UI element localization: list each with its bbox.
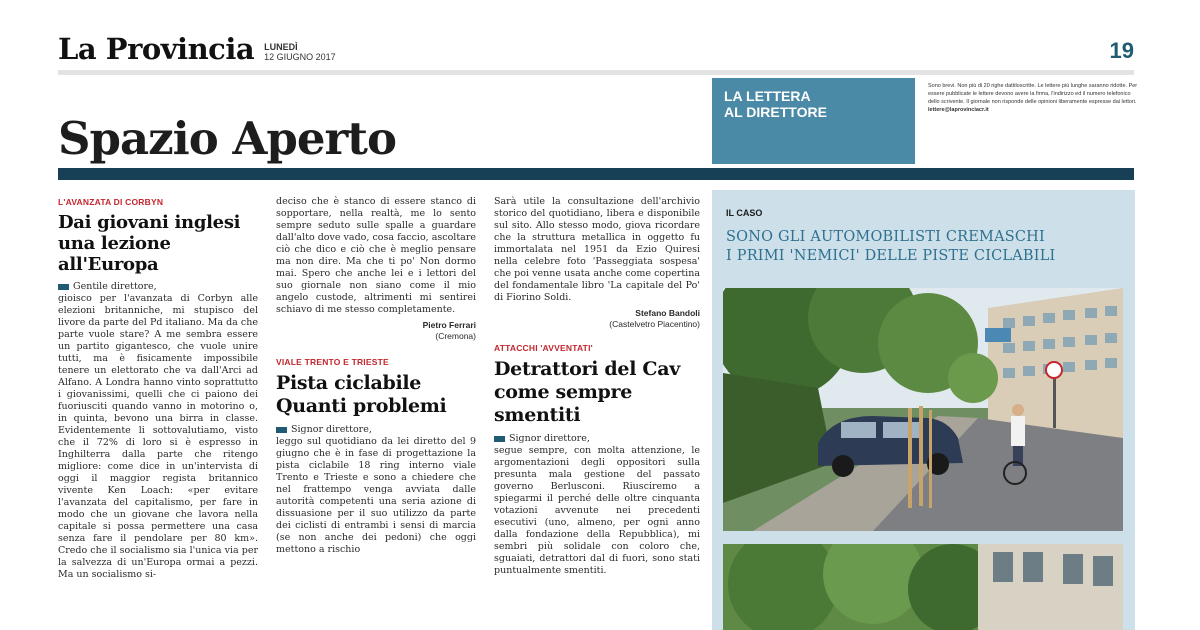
article-text: deciso che è stanco di essere stanco di sopportare, nella realtà, me lo sento sempre seduto sulle spalle a guardare dall'alto dove vado, cosa faccio, ascoltare ciò che dico e ciò che è meglio pensare ma non dire. Ma che ti po' Non dormo mai. Spero che anche lei e i lettori del suo giornale non siano come il mio angelo custode, altrimenti mi sentirei schiavo di me stesso completamente.: [276, 196, 476, 315]
article-body: [494, 433, 700, 577]
letter-box-title-line2: AL DIRETTORE: [724, 104, 827, 120]
page-number: 19: [1109, 38, 1134, 63]
street-photo-illustration: [723, 288, 1123, 531]
article-body: [58, 281, 258, 581]
section-divider: [58, 168, 1134, 180]
letter-salutation: Gentile direttore,: [58, 281, 258, 293]
section-title: Spazio Aperto: [58, 112, 396, 165]
headline-line: come sempre smentiti: [494, 381, 633, 426]
letter-guidelines: [928, 82, 1140, 114]
letter-signature: [276, 320, 476, 342]
article-headline: [276, 372, 476, 418]
column-3: [494, 196, 700, 630]
signature-place: (Cremona): [435, 331, 476, 341]
letter-salutation: Signor direttore,: [494, 433, 700, 445]
letter-box-title-line1: LA LETTERA: [724, 88, 811, 104]
case-title-line: I PRIMI 'NEMICI' DELLE PISTE CICLABILI: [726, 248, 1056, 264]
letter-guidelines-text: Sono brevi. Non più di 20 righe dattiloscritte. Le lettere più lunghe saranno ridotte. Per essere pubblicate le lettere devono avere la firma, l'indirizzo ed il numero telefonico dello scrivente. Il giornale non risponde delle opinioni liberamente espresse dai lettori.: [928, 83, 1138, 105]
column-1: [58, 196, 258, 630]
letter-signature: [494, 308, 700, 330]
headline-line: una lezione all'Europa: [58, 233, 171, 275]
case-title: [726, 228, 1126, 266]
signature-name: Pietro Ferrari: [422, 320, 476, 330]
article-text: gioisco per l'avanzata di Corbyn alle elezioni britanniche, mi stupisco del livore da parte del Pd italiano. Ma da che parte vuole stare? A me sembra essere un partito gigantesco, che vuole unire tutti, ma è fisicamente impossibile tenere un elettorato che va dall'Arci ad Alfano. A Londra hanno vinto soprattutto i giovanissimi, quelli che ci paiono dei fuoriusciti quando vanno in motorino o, in quinta, bevono una birra in classe. Evidentemente li sottovalutiamo, visto che il 72% di loro si è espresso in Inghilterra dalla parte che ritengo migliore: come dice in un'intervista di oggi il maggior regista britannico vivente Ken Loach: «per evitare l'avanzata del capitalismo, per fare in modo che un giovane che lavora nella capitale si possa permettere una casa senza fare il pendolare per 80 km». Credo che il socialismo sia l'unica via per la salvezza di un'Europa ormai a pezzi. Ma un socialismo si-: [58, 293, 258, 580]
issue-day: LUNEDÌ: [264, 42, 298, 52]
article-text: Sarà utile la consultazione dell'archivio storico del quotidiano, libera e disponibile sul sito. Allo stesso modo, giova ricordare che la struttura metallica in oggetto fu immortalata nel 1951 da Ezio Quiresi nella celebre foto 'Passeggiata sospesa' che poi venne usata anche come copertina del fondamentale libro 'La capitale del Po' di Fiorino Soldi.: [494, 196, 700, 303]
street-photo: [723, 288, 1123, 531]
headline-line: Quanti problemi: [276, 395, 447, 417]
letter-salutation: Signor direttore,: [276, 424, 476, 436]
article-headline: [58, 212, 258, 275]
article-body: [276, 424, 476, 556]
signature-name: Stefano Bandoli: [635, 308, 700, 318]
tree-photo: [723, 544, 1123, 630]
headline-line: Pista ciclabile: [276, 372, 422, 394]
article-continuation: [494, 196, 700, 304]
newspaper-logo: La Provincia: [58, 32, 255, 66]
article-kicker: L'AVANZATA DI CORBYN: [58, 197, 164, 207]
headline-line: Detrattori del Cav: [494, 358, 681, 380]
article-text: segue sempre, con molta attenzione, le argomentazioni degli oppositori sulla presunta mala gestione del passato governo Berlusconi. Riusciremo a spiegarmi il perché delle oltre cinquanta votazioni avvenute nei precedenti esecutivi (uno, almeno, per ogni anno dalla fondazione della Repubblica), mi sembri più solidale con coloro che, sguaiati, detrattori dal di fuori, sono stati puntualmente smentiti.: [494, 445, 700, 576]
issue-date-text: 12 GIUGNO 2017: [264, 52, 336, 62]
letter-to-editor-box: [712, 78, 915, 164]
column-2: [276, 196, 476, 630]
article-continuation: [276, 196, 476, 316]
letter-email: lettere@laprovinciacr.it: [928, 107, 989, 113]
headline-line: Dai giovani inglesi: [58, 212, 241, 233]
article-kicker: VIALE TRENTO E TRIESTE: [276, 357, 389, 367]
case-title-line: SONO GLI AUTOMOBILISTI CREMASCHI: [726, 229, 1045, 245]
top-divider: [58, 70, 1134, 75]
signature-place: (Castelvetro Piacentino): [609, 319, 700, 329]
article-kicker: ATTACCHI 'AVVENTATI': [494, 343, 593, 353]
masthead: [58, 32, 336, 66]
issue-date: [264, 42, 336, 62]
article-text: leggo sul quotidiano da lei diretto del 9 giugno che è in fase di progettazione la pista ciclabile 18 ring interno viale Trento e Trieste e sono a chiedere che nel frattempo venga avviata dalle autorità competenti una seria azione di dissuasione per il suo utilizzo da parte dei ciclisti di entrambi i sensi di marcia (se non anche dei pedoni) che oggi mettono a rischio: [276, 436, 476, 555]
article-headline: [494, 358, 700, 427]
case-kicker: IL CASO: [726, 208, 763, 218]
tree-photo-illustration: [723, 544, 1123, 630]
